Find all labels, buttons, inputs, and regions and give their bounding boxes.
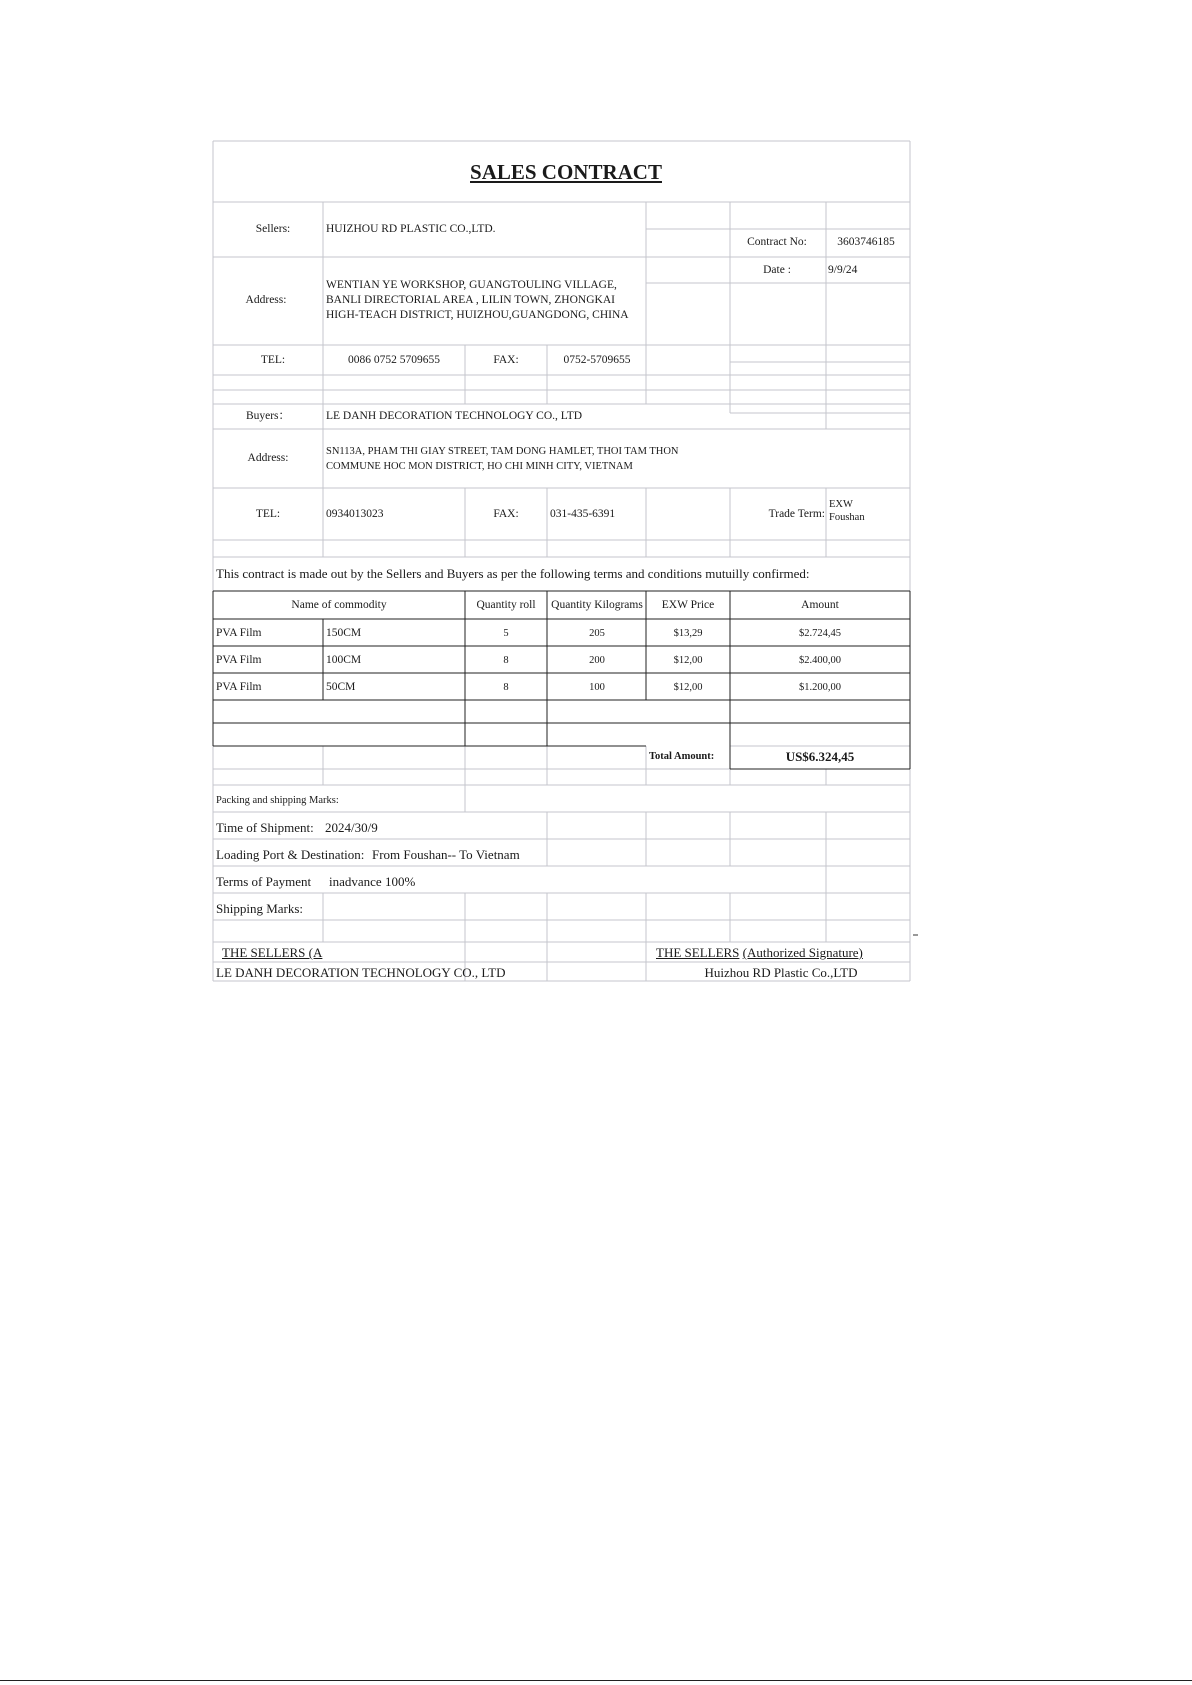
buyer-signature-company: LE DANH DECORATION TECHNOLOGY CO., LTD xyxy=(216,965,506,980)
seller-signature-heading-part: (Authorized Signature) xyxy=(742,945,863,960)
buyer-name: LE DANH DECORATION TECHNOLOGY CO., LTD xyxy=(326,410,583,422)
seller-address-label: Address: xyxy=(245,294,287,306)
packing-marks-label: Packing and shipping Marks: xyxy=(216,795,339,806)
seller-address-line: HIGH-TEACH DISTRICT, HUIZHOU,GUANGDONG, CHINA xyxy=(326,309,629,321)
buyer-fax: 031-435-6391 xyxy=(550,508,616,520)
item-price: $13,29 xyxy=(673,628,703,639)
contract-intro: This contract is made out by the Sellers and Buyers as per the following terms and conditions mutuilly confirmed: xyxy=(216,566,810,581)
payment-value: inadvance 100% xyxy=(329,874,416,889)
item-roll: 8 xyxy=(503,682,509,693)
buyer-address xyxy=(326,444,679,474)
item-kg: 200 xyxy=(589,655,605,666)
item-name: PVA Film xyxy=(216,681,262,693)
trade-term-value xyxy=(829,498,865,524)
date-value: 9/9/24 xyxy=(828,264,858,276)
total-amount-label: Total Amount: xyxy=(649,751,715,762)
trade-term-line: EXW xyxy=(829,499,853,510)
item-roll: 5 xyxy=(503,628,509,639)
sellers-label: Sellers: xyxy=(255,223,291,235)
contract-title: SALES CONTRACT xyxy=(470,160,662,184)
item-size: 50CM xyxy=(326,681,356,693)
seller-address xyxy=(326,278,629,323)
port-value: From Foushan-- To Vietnam xyxy=(372,847,520,862)
seller-signature-company: Huizhou RD Plastic Co.,LTD xyxy=(704,965,858,980)
payment-label: Terms of Payment xyxy=(216,874,312,889)
buyer-tel: 0934013023 xyxy=(326,508,384,520)
item-amount: $1.200,00 xyxy=(799,682,841,693)
item-size: 100CM xyxy=(326,654,362,666)
seller-signature-heading-part: THE SELLERS xyxy=(656,945,740,960)
buyers-label: Buyers： xyxy=(245,410,291,422)
trade-term-line: Foushan xyxy=(829,512,865,523)
seller-address-line: WENTIAN YE WORKSHOP, GUANGTOULING VILLAGE, xyxy=(326,279,617,291)
port-label: Loading Port & Destination: xyxy=(216,847,365,862)
item-kg: 205 xyxy=(589,628,605,639)
shipment-label: Time of Shipment: xyxy=(216,820,314,835)
buyer-signature-heading: THE SELLERS (A xyxy=(222,945,323,960)
item-name: PVA Film xyxy=(216,654,262,666)
header-commodity: Name of commodity xyxy=(291,599,387,611)
header-quantity-roll: Quantity roll xyxy=(476,599,536,611)
item-amount: $2.400,00 xyxy=(799,655,841,666)
seller-fax-label: FAX: xyxy=(493,354,519,366)
header-quantity-kg: Quantity Kilograms xyxy=(551,599,643,611)
total-amount-value: US$6.324,45 xyxy=(785,749,855,764)
item-amount: $2.724,45 xyxy=(799,628,841,639)
seller-tel-label: TEL: xyxy=(260,354,286,366)
contract-no-label: Contract No: xyxy=(747,236,807,248)
shipping-marks-label: Shipping Marks: xyxy=(216,901,304,916)
date-label: Date : xyxy=(763,264,791,276)
seller-fax: 0752-5709655 xyxy=(563,354,631,366)
buyer-fax-label: FAX: xyxy=(493,508,519,520)
item-price: $12,00 xyxy=(673,655,703,666)
seller-address-line: BANLI DIRECTORIAL AREA , LILIN TOWN, ZHONGKAI xyxy=(326,294,615,306)
item-size: 150CM xyxy=(326,627,362,639)
item-kg: 100 xyxy=(589,682,605,693)
buyer-address-label: Address: xyxy=(247,452,289,464)
trade-term-label: Trade Term: xyxy=(768,508,825,520)
buyer-address-line: SN113A, PHAM THI GIAY STREET, TAM DONG HAMLET, THOI TAM THON xyxy=(326,446,679,457)
shipment-value: 2024/30/9 xyxy=(325,820,378,835)
item-name: PVA Film xyxy=(216,627,262,639)
page-bottom-rule xyxy=(0,1680,1192,1681)
buyer-address-line: COMMUNE HOC MON DISTRICT, HO CHI MINH CITY, VIETNAM xyxy=(326,461,633,472)
seller-tel: 0086 0752 5709655 xyxy=(348,354,440,366)
buyer-tel-label: TEL: xyxy=(255,508,281,520)
seller-name: HUIZHOU RD PLASTIC CO.,LTD. xyxy=(326,223,496,235)
header-exw-price: EXW Price xyxy=(661,599,715,611)
item-price: $12,00 xyxy=(673,682,703,693)
contract-no-value: 3603746185 xyxy=(837,236,895,248)
header-amount: Amount xyxy=(801,599,839,611)
item-roll: 8 xyxy=(503,655,509,666)
seller-signature-heading xyxy=(656,945,863,960)
